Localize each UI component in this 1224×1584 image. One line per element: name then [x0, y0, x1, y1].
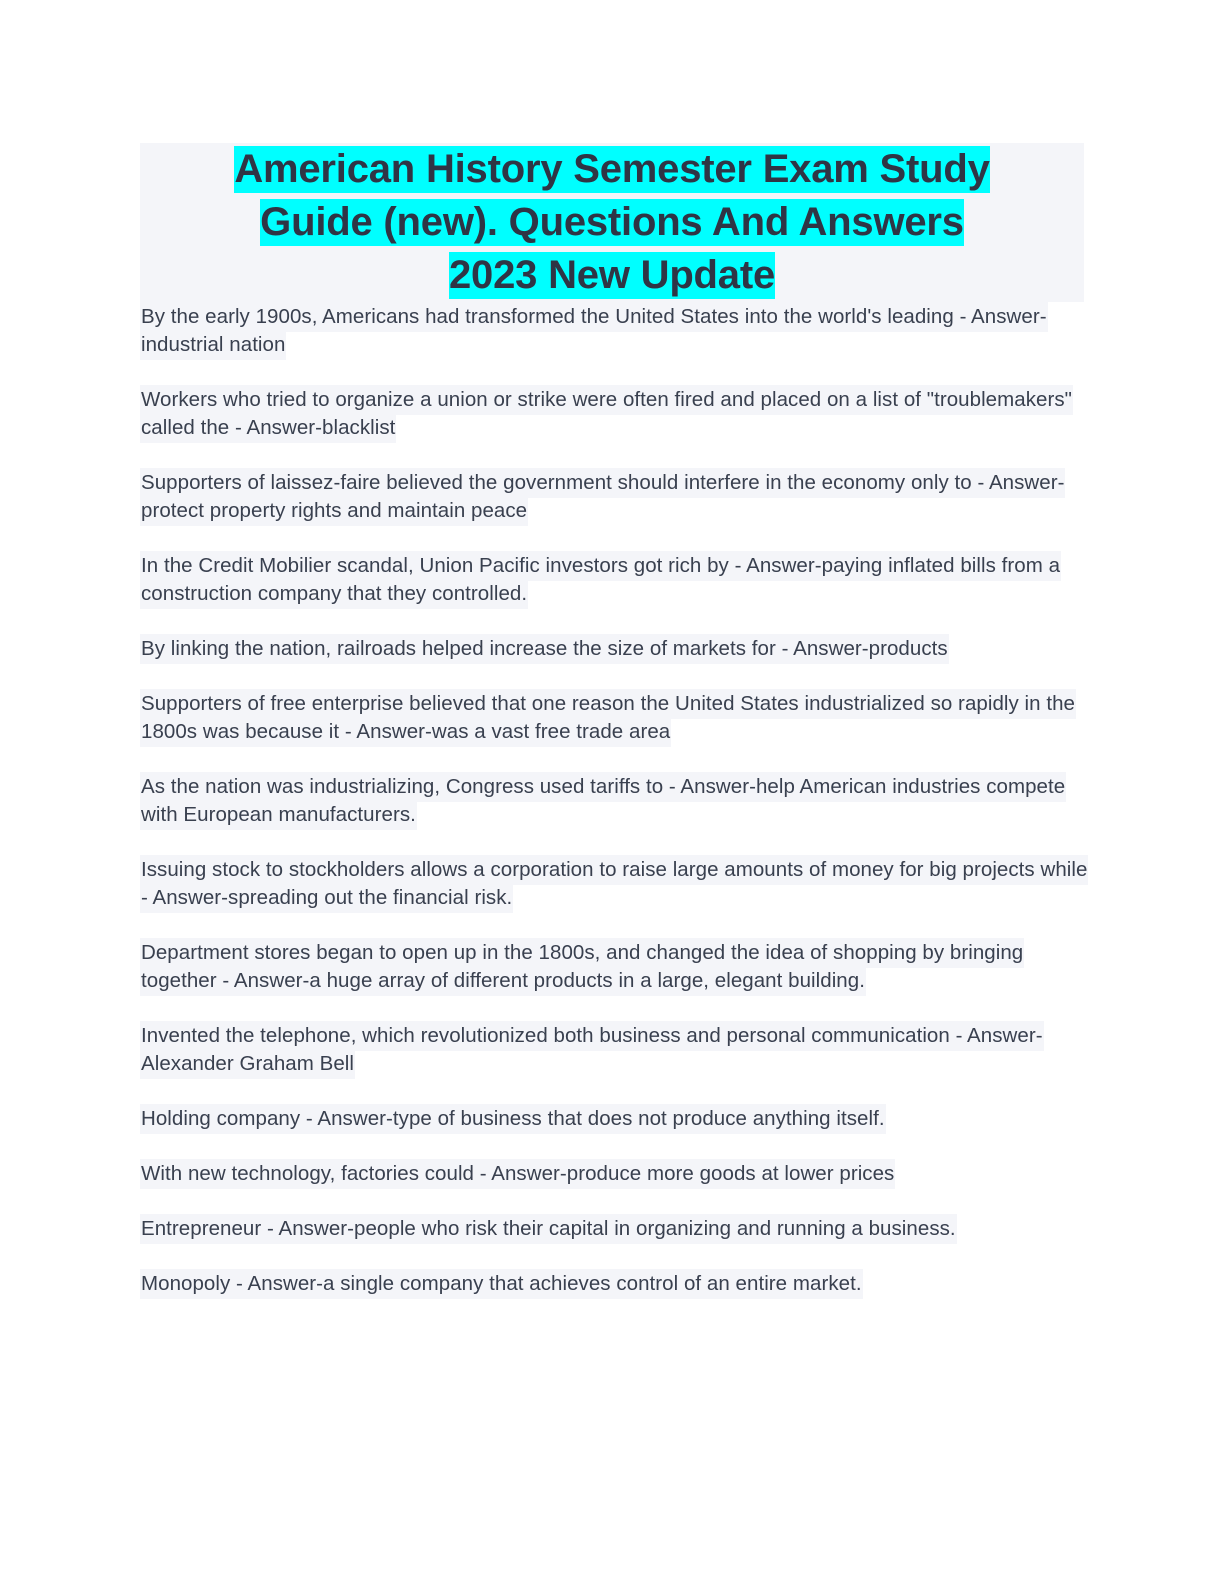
- qa-paragraph-text: With new technology, factories could - Answer-produce more goods at lower prices: [140, 1159, 895, 1189]
- qa-paragraph-text: By linking the nation, railroads helped increase the size of markets for - Answer-products: [140, 634, 949, 664]
- qa-paragraph-text: Department stores began to open up in the 1800s, and changed the idea of shopping by bringing together - Answer-a huge array of different products in a large, elegant building.: [140, 938, 1024, 996]
- qa-paragraph-text: Invented the telephone, which revolutionized both business and personal communication - Answer-Alexander Graham Bell: [140, 1021, 1044, 1079]
- qa-paragraph-text: Monopoly - Answer-a single company that achieves control of an entire market.: [140, 1269, 863, 1299]
- qa-paragraph-text: Holding company - Answer-type of business that does not produce anything itself.: [140, 1104, 886, 1134]
- qa-paragraph-text: Issuing stock to stockholders allows a corporation to raise large amounts of money for big projects while - Answer-spreading out the financial risk.: [140, 855, 1088, 913]
- qa-body: [140, 303, 1088, 1298]
- page-title: [140, 143, 1084, 302]
- qa-paragraph: [140, 690, 1088, 746]
- qa-paragraph: [140, 1215, 1088, 1243]
- title-line-3: 2023 New Update: [448, 253, 776, 297]
- qa-paragraph-text: Supporters of free enterprise believed that one reason the United States industrialized so rapidly in the 1800s was because it - Answer-was a vast free trade area: [140, 689, 1076, 747]
- title-line-2: Guide (new). Questions And Answers: [260, 200, 964, 244]
- qa-paragraph: [140, 939, 1088, 995]
- qa-paragraph-text: In the Credit Mobilier scandal, Union Pacific investors got rich by - Answer-paying inflated bills from a construction company that they controlled.: [140, 551, 1061, 609]
- qa-paragraph: [140, 635, 1088, 663]
- qa-paragraph-text: Supporters of laissez-faire believed the government should interfere in the economy only to - Answer-protect property rights and maintain peace: [140, 468, 1065, 526]
- qa-paragraph: [140, 303, 1088, 359]
- qa-paragraph: [140, 552, 1088, 608]
- qa-paragraph: [140, 1270, 1088, 1298]
- qa-paragraph: [140, 1160, 1088, 1188]
- qa-paragraph-text: By the early 1900s, Americans had transformed the United States into the world's leading - Answer-industrial nation: [140, 302, 1048, 360]
- qa-paragraph: [140, 386, 1088, 442]
- qa-paragraph-text: Entrepreneur - Answer-people who risk their capital in organizing and running a business.: [140, 1214, 957, 1244]
- qa-paragraph: [140, 1022, 1088, 1078]
- qa-paragraph: [140, 469, 1088, 525]
- qa-paragraph: [140, 1105, 1088, 1133]
- qa-paragraph-text: Workers who tried to organize a union or strike were often fired and placed on a list of "troublemakers" called the - Answer-blacklist: [140, 385, 1073, 443]
- qa-paragraph: [140, 856, 1088, 912]
- title-line-1: American History Semester Exam Study: [234, 147, 990, 191]
- qa-paragraph: [140, 773, 1088, 829]
- qa-paragraph-text: As the nation was industrializing, Congress used tariffs to - Answer-help American industries compete with European manufacturers.: [140, 772, 1066, 830]
